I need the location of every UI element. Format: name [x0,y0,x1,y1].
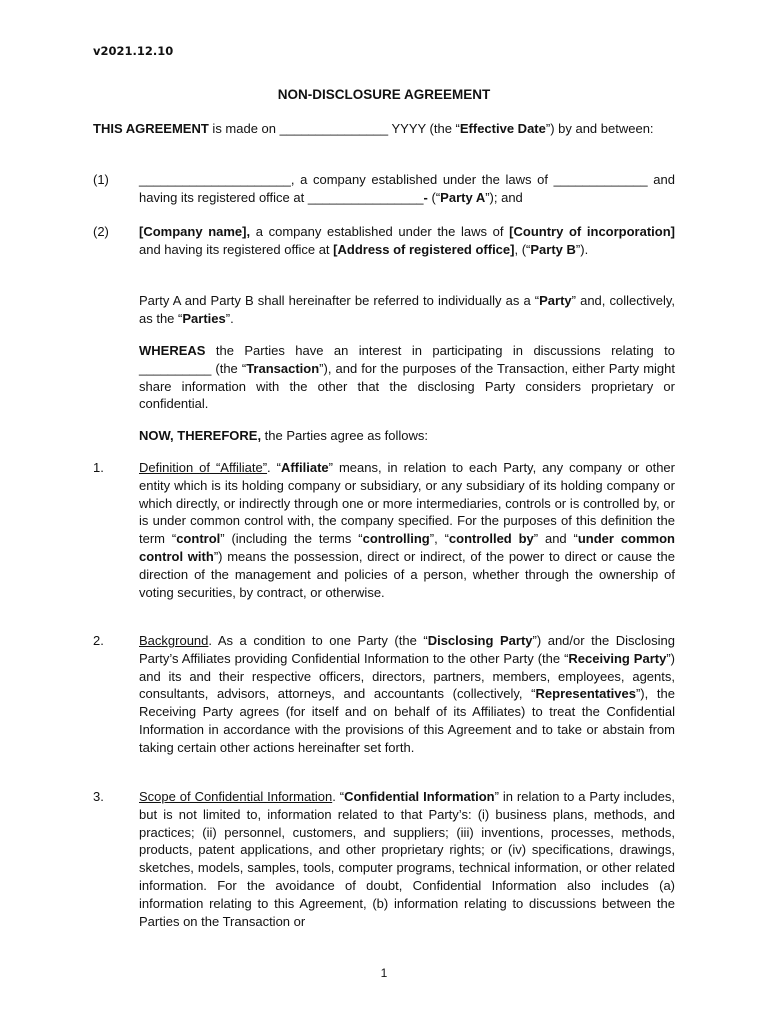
company-name-placeholder: [Company name], [139,224,251,239]
section-3-heading: Scope of Confidential Information [139,789,333,804]
parties-text: ”. [225,310,234,326]
party-2-text: a company established under the laws of [250,224,510,239]
party-b-term: Party B [530,241,576,257]
whereas-text: ”), and for the purposes of the Transaction, either Party might share information with the other that the disclosing Party considers proprietary or confidential. [139,360,675,412]
parties-term: Parties [182,310,226,326]
now-therefore-lead: NOW, THEREFORE, [139,428,262,443]
document-title: NON-DISCLOSURE AGREEMENT [277,87,491,102]
party-1-text: , a company established under the laws of [290,172,554,187]
section-2-number: 2. [93,633,104,648]
representatives-term: Representatives [535,686,636,702]
section-1-paragraph [139,459,675,601]
version-label: v2021.12.10 [93,44,174,58]
section-2-text: ”), the Receiving Party agrees (for itself and on behalf of its Affiliates) to treat the Confidential Information in accordance with the provisions of this Agreement and to take or abstain from taking certain other actions hereinafter set forth. [139,686,675,755]
office-blank: ________________ [307,189,424,205]
party-term: Party [539,293,572,308]
party-1-number: (1) [93,172,109,187]
party-a-term: Party A [440,189,486,205]
party-1-text: and having its registered office at [139,172,675,205]
now-therefore-text: the Parties agree as follows: [261,428,428,443]
intro-text: YYYY (the “ [388,121,460,136]
section-2-text: ”) and its and their respective officers, directors, partners, members, employees, agents, consultants, advisors, attorneys, and accountants (collectively, “ [139,650,675,702]
parties-text: ” and, collectively, as the “ [139,293,675,326]
affiliate-term: Affiliate [280,460,329,475]
country-placeholder: [Country of incorporation] [509,224,675,239]
section-3-paragraph [139,788,675,930]
section-3-text: . “ [332,789,345,804]
laws-blank: _____________ [553,172,648,187]
whereas-lead: WHEREAS [139,343,206,358]
section-1-text: ” means, in relation to each Party, any company or other entity which is its holding company or subsidiary, or any subsidiary of its holding company or which directly, or indirectly through one or more intermediaries, controls or is controlled by, or is under common control with, the company specified. For the purposes of this definition the term “ [139,460,675,547]
section-1-text: ”, “ [429,531,449,547]
receiving-party-term: Receiving Party [568,650,667,666]
section-2-text: . As a condition to one Party (the “ [208,633,428,648]
transaction-blank: __________ [139,360,212,376]
intro-lead: THIS AGREEMENT [93,121,209,136]
control-term: control [176,531,221,547]
address-placeholder: [Address of registered office] [333,241,515,257]
intro-text: ”) by and between: [545,121,654,136]
party-2-text: and having its registered office at [139,241,334,257]
party-2-text: ”). [575,241,589,257]
whereas-text: the Parties have an interest in participating in discussions relating to [205,343,675,358]
under-common-control-term: under common control with [139,531,676,564]
controlled-by-term: controlled by [448,531,534,547]
intro-paragraph [93,120,675,138]
party-2-paragraph [139,223,675,259]
party-1-text: (“ [427,189,441,205]
section-1-heading: Definition of “Affiliate” [139,460,268,475]
parties-paragraph [139,292,675,328]
now-therefore-paragraph [139,427,675,445]
party-2-text: , (“ [514,241,531,257]
page-number: 1 [380,966,388,980]
controlling-term: controlling [362,531,430,547]
company-blank: _____________________ [139,172,291,187]
intro-text: is made on [208,121,280,136]
date-blank: _______________ [279,121,389,136]
parties-text: Party A and Party B shall hereinafter be referred to individually as a “ [139,293,540,308]
party-1-paragraph [139,171,675,207]
section-1-text: ”) means the possession, direct or indirect, of the power to direct or cause the direction of the management and policies of a person, whether through the ownership of voting securities, by contract, or otherwise. [139,548,675,600]
effective-date-term: Effective Date [459,121,546,136]
section-3-number: 3. [93,789,104,804]
party-1-text: ”); and [485,189,523,205]
section-1-number: 1. [93,460,104,475]
transaction-term: Transaction [246,360,320,376]
whereas-paragraph [139,342,675,413]
dash: - [423,189,428,205]
party-2-number: (2) [93,224,109,239]
section-1-text: ” (including the terms “ [220,531,363,547]
section-1-text: . “ [267,460,281,475]
disclosing-party-term: Disclosing Party [427,633,533,648]
section-2-heading: Background [139,633,209,648]
confidential-information-term: Confidential Information [344,789,495,804]
section-3-text: ” in relation to a Party includes, but is not limited to, information related to that Party’s: (i) business plans, methods, and practices; (ii) personnel, customers, and suppliers; (iii) inventions, processes, methods, products, patent applications, and other proprietary rights; or (iv) specifications, drawings, sketches, models, samples, tools, computer programs, technical information, or other related information. For the avoidance of doubt, Confidential Information also includes (a) information relating to this Agreement, (b) information relating to discussions between the Parties on the Transaction or [139,789,675,929]
section-2-text: ”) and/or the Disclosing Party’s Affiliates providing Confidential Information to the other Party (the “ [139,633,675,666]
section-2-paragraph [139,632,675,757]
section-1-text: ” and “ [533,531,578,547]
whereas-text: (the “ [211,360,247,376]
